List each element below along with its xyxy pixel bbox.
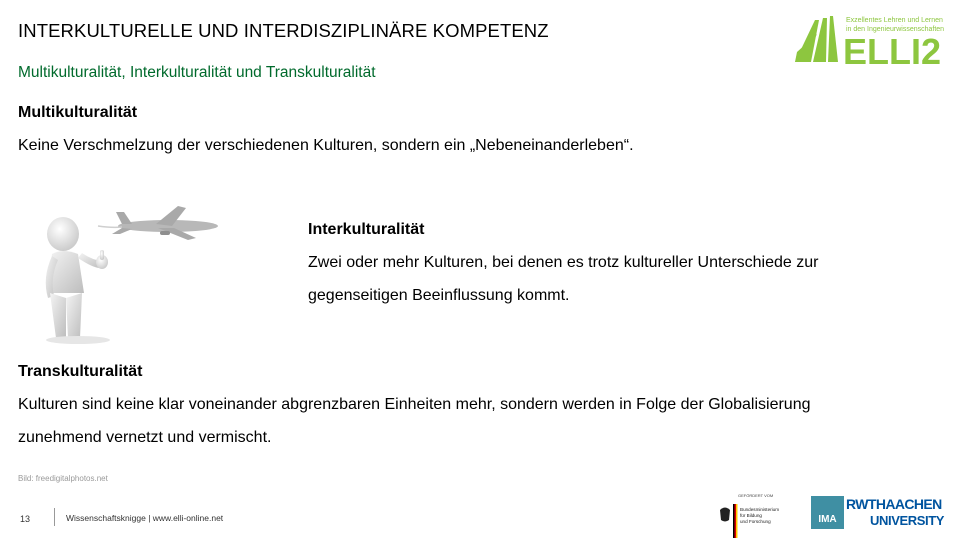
bmbf-name-line-1: Bundesministerium xyxy=(740,507,780,512)
figure-airplane-illustration xyxy=(38,198,238,346)
footer-divider xyxy=(54,508,55,526)
slide-title: INTERKULTURELLE UND INTERDISZIPLINÄRE KOMPETENZ xyxy=(18,20,549,41)
bmbf-name-line-2: für Bildung xyxy=(740,513,762,518)
elli2-logo xyxy=(793,12,949,70)
logo-tagline-2: in den Ingenieurwissenschaften xyxy=(846,26,945,33)
bmbf-funded-by: GEFÖRDERT VOM xyxy=(738,493,774,498)
multikulturalitaet-text: Keine Verschmelzung der verschiedenen Kulturen, sondern ein „Nebeneinanderleben“. xyxy=(18,137,634,154)
slide-subtitle: Multikulturalität, Interkulturalität und Transkulturalität xyxy=(18,64,376,81)
bmbf-logo xyxy=(716,492,800,538)
transkulturalitaet-text-line-2: zunehmend vernetzt und vermischt. xyxy=(18,429,272,446)
person-figure xyxy=(46,217,110,344)
rwth-wordmark: RWTHAACHEN xyxy=(846,496,942,512)
logo-wordmark: ELLI2 xyxy=(843,31,942,70)
multikulturalitaet-heading: Multikulturalität xyxy=(18,104,138,121)
logo-tagline-1: Exzellentes Lehren und Lernen xyxy=(846,17,943,24)
bmbf-name-line-3: und Forschung xyxy=(740,519,771,524)
transkulturalitaet-text-line-1: Kulturen sind keine klar voneinander abgrenzbaren Einheiten mehr, sondern werden in Folge der Globalisierung xyxy=(18,396,811,413)
rwth-aachen-logo xyxy=(846,495,952,529)
rwth-university: UNIVERSITY xyxy=(870,513,945,528)
slide-number: 13 xyxy=(20,514,31,524)
image-credit: Bild: freedigitalphotos.net xyxy=(18,474,108,483)
airplane xyxy=(98,206,218,240)
interkulturalitaet-heading: Interkulturalität xyxy=(308,221,425,238)
transkulturalitaet-heading: Transkulturalität xyxy=(18,363,143,380)
ima-logo-text: IMA xyxy=(818,514,837,525)
interkulturalitaet-text-line-2: gegenseitigen Beeinflussung kommt. xyxy=(308,287,570,304)
footer-text: Wissenschaftsknigge | www.elli-online.net xyxy=(66,513,224,523)
interkulturalitaet-text-line-1: Zwei oder mehr Kulturen, bei denen es trotz kultureller Unterschiede zur xyxy=(308,254,819,271)
federal-eagle-icon xyxy=(720,508,730,522)
